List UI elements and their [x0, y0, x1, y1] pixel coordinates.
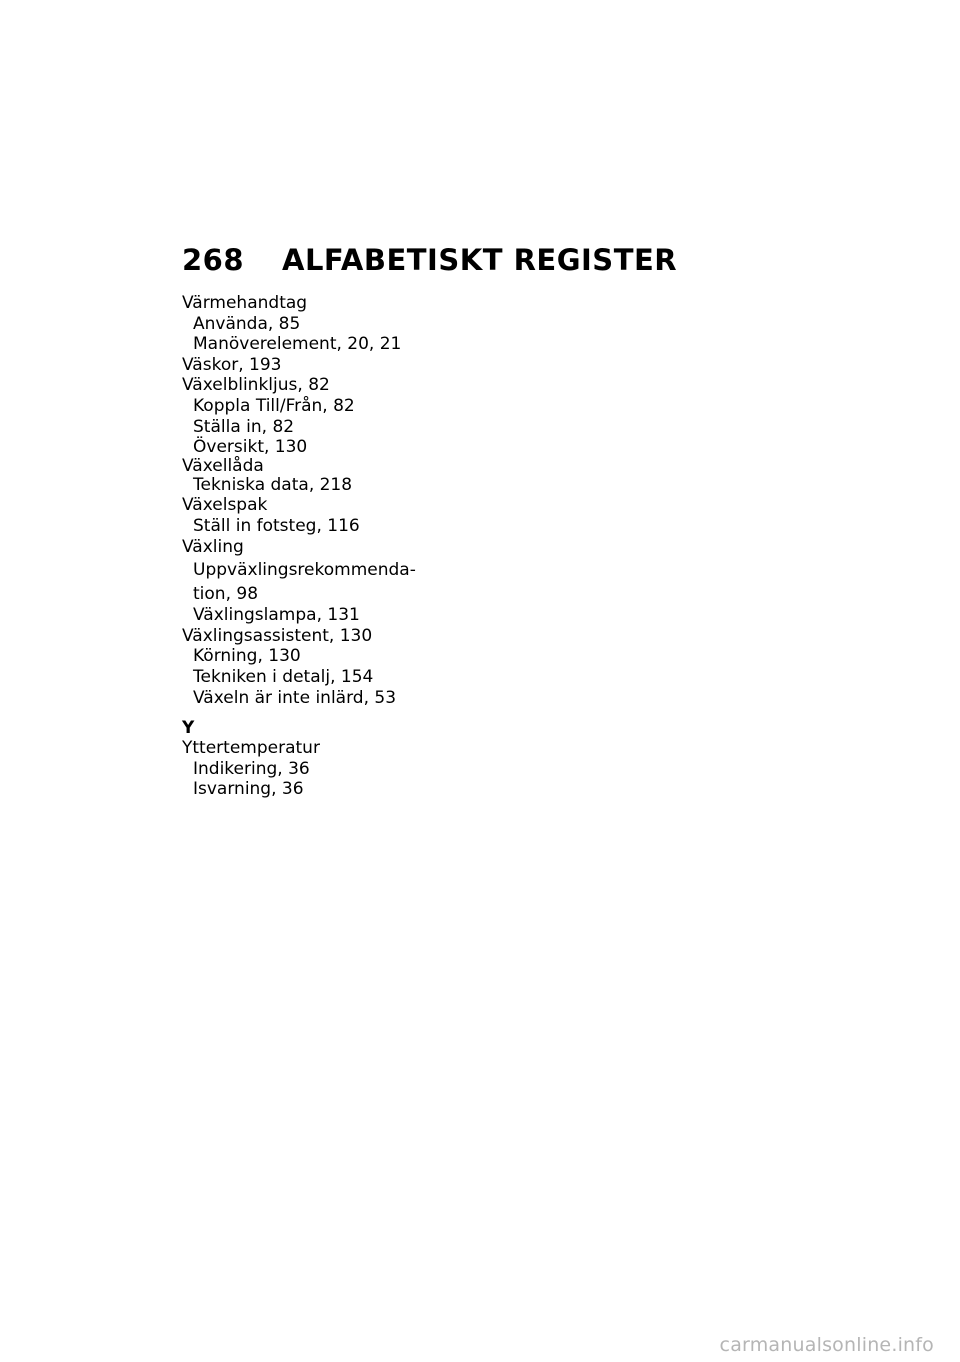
- index-subentry: Isvarning, 36: [193, 779, 304, 800]
- index-entry: Växlingsassistent, 130: [182, 625, 373, 646]
- page-header: [182, 240, 677, 280]
- index-subentry: Tekniken i detalj, 154: [193, 666, 374, 687]
- index-subentry: Indikering, 36: [193, 758, 310, 779]
- page-title: ALFABETISKT REGISTER: [282, 243, 678, 277]
- index-subentry: Koppla Till/Från, 82: [193, 395, 355, 416]
- index-entry: Växelblinkljus, 82: [182, 375, 330, 396]
- page-number: 268: [182, 243, 245, 277]
- index-subentry: Växlingslampa, 131: [193, 605, 360, 626]
- index-entry: Väskor, 193: [182, 354, 282, 375]
- index-column: [182, 293, 442, 800]
- index-entry: Växling: [182, 536, 244, 557]
- watermark: carmanualsonline.info: [719, 1334, 934, 1356]
- index-subentry: Tekniska data, 218: [193, 474, 353, 495]
- index-entry: Yttertemperatur: [182, 738, 320, 759]
- index-entry: Växellåda: [182, 455, 264, 476]
- index-subentry: Växeln är inte inlärd, 53: [193, 687, 397, 708]
- index-subentry: Översikt, 130: [193, 437, 308, 458]
- section-letter-heading: Y: [182, 718, 195, 739]
- index-subentry: Manöverelement, 20, 21: [193, 334, 402, 355]
- index-subentry: Ställa in, 82: [193, 416, 295, 437]
- index-subentry: Körning, 130: [193, 646, 301, 667]
- index-subentry-continuation: tion, 98: [193, 584, 259, 605]
- index-entry: Växelspak: [182, 495, 268, 516]
- index-subentry: Uppväxlingsrekommenda-: [193, 560, 416, 581]
- index-entry: Värmehandtag: [182, 293, 308, 313]
- index-subentry: Använda, 85: [193, 313, 301, 334]
- index-subentry: Ställ in fotsteg, 116: [193, 515, 360, 536]
